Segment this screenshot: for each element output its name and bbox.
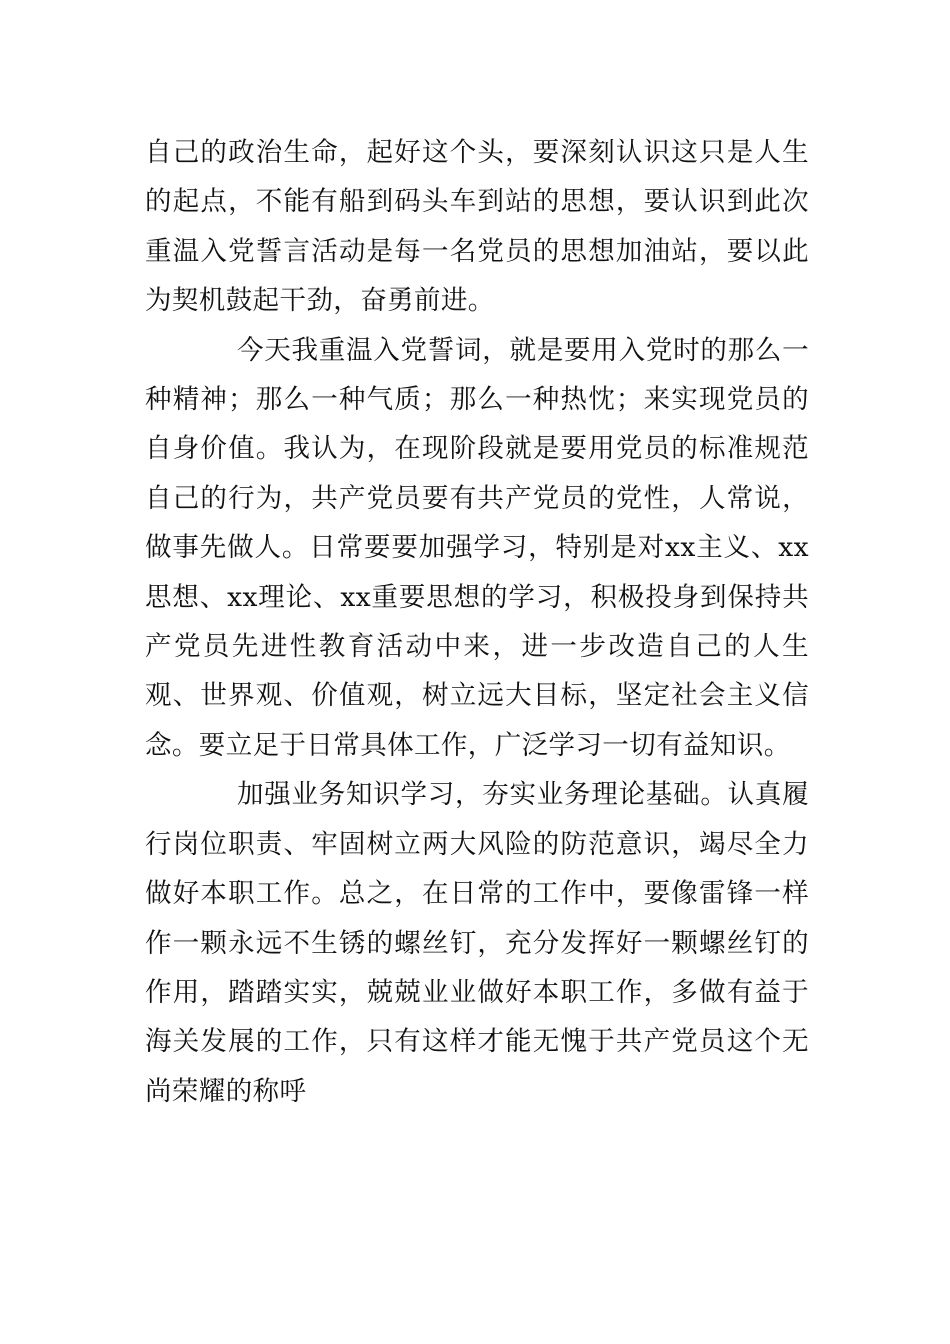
paragraph-2: 今天我重温入党誓词，就是要用入党时的那么一种精神；那么一种气质；那么一种热忱；来实现党员的自身价值。我认为，在现阶段就是要用党员的标准规范自己的行为，共产党员要有共产党员的党性，人常说，做事先做人。日常要要加强学习，特别是对xx主义、xx思想、xx理论、xx重要思想的学习，积极投身到保持共产党员先进性教育活动中来，进一步改造自己的人生观、世界观、价值观，树立远大目标，坚定社会主义信念。要立足于日常具体工作，广泛学习一切有益知识。 — [145, 334, 809, 761]
paragraph-1: 自己的政治生命，起好这个头，要深刻认识这只是人生的起点，不能有船到码头车到站的思想，要认识到此次重温入党誓言活动是每一名党员的思想加油站，要以此为契机鼓起干劲，奋勇前进。 — [145, 137, 809, 317]
document-body — [145, 128, 809, 1116]
paragraph-3: 加强业务知识学习，夯实业务理论基础。认真履行岗位职责、牢固树立两大风险的防范意识，竭尽全力做好本职工作。总之，在日常的工作中，要像雷锋一样作一颗永远不生锈的螺丝钉，充分发挥好一颗螺丝钉的作用，踏踏实实，兢兢业业做好本职工作，多做有益于海关发展的工作，只有这样才能无愧于共产党员这个无尚荣耀的称呼 — [145, 779, 809, 1107]
